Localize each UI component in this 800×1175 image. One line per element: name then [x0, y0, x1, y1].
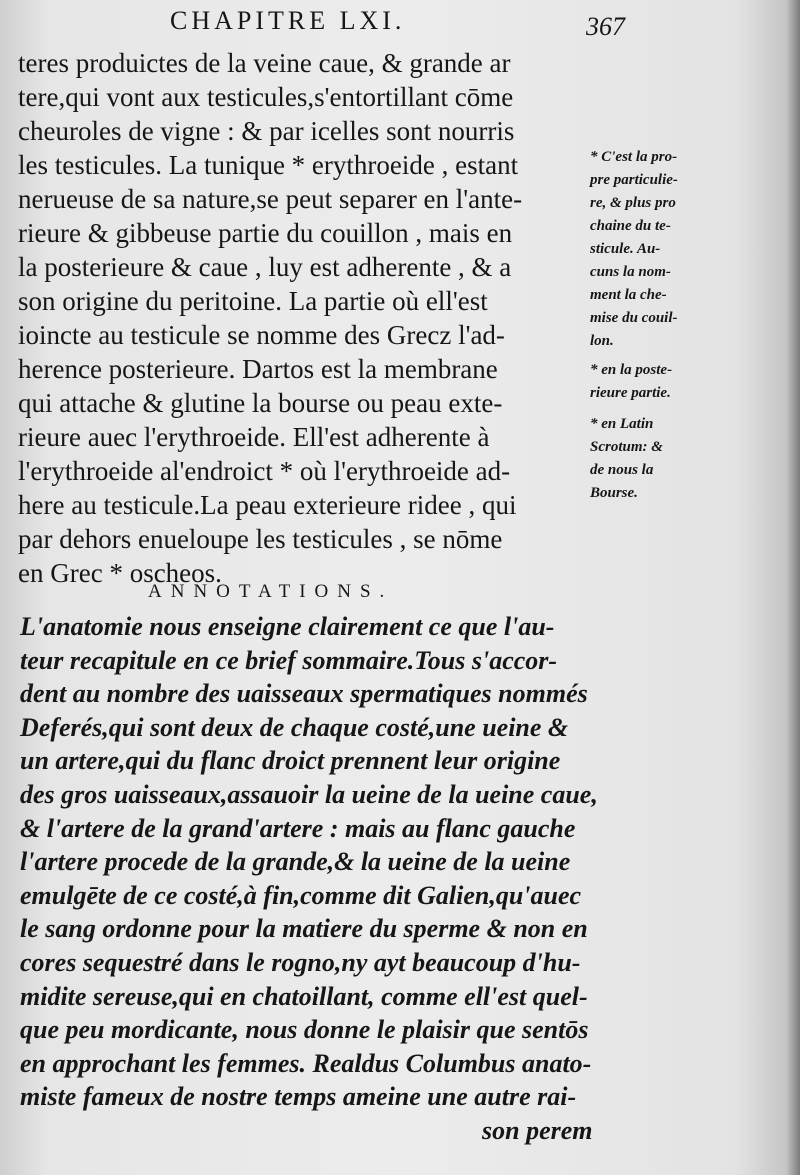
- annotation-line: l'artere procede de la grande,& la ueine de la ueine: [20, 847, 571, 877]
- main-text-line: qui attache & glutine la bourse ou peau exte-: [18, 388, 503, 418]
- annotation-line: des gros uaisseaux,assauoir la ueine de la ueine caue,: [20, 779, 598, 809]
- annotation-line: que peu mordicante, nous donne le plaisir que sentōs: [20, 1015, 589, 1045]
- annotation-line: un artere,qui du flanc droict prennent leur origine: [20, 746, 561, 776]
- margin-note-line: Scrotum: &: [590, 439, 663, 455]
- margin-note-line: cuns la nom-: [590, 264, 671, 280]
- main-text-line: ioincte au testicule se nomme des Grecz l'ad-: [18, 320, 505, 350]
- margin-note-line: de nous la: [590, 462, 654, 478]
- margin-note-line: lon.: [590, 333, 614, 349]
- annotation-line: teur recapitule en ce brief sommaire.Tous s'accor-: [20, 645, 558, 675]
- margin-note-line: pre particulie-: [590, 172, 678, 188]
- annotation-line: emulgēte de ce costé,à fin,comme dit Galien,qu'auec: [20, 880, 582, 910]
- annotation-line: midite sereuse,qui en chatoillant, comme ell'est quel-: [20, 981, 588, 1011]
- margin-note-line: ment la che-: [590, 287, 667, 303]
- annotation-line: cores sequestré dans le rogno,ny ayt beaucoup d'hu-: [20, 947, 581, 977]
- main-text-line: les testicules. La tunique * erythroeide , estant: [18, 150, 519, 180]
- main-text-line: rieure auec l'erythroeide. Ell'est adherente à: [18, 422, 490, 452]
- main-text-line: tere,qui vont aux testicules,s'entortillant cōme: [18, 82, 514, 112]
- main-text-line: nerueuse de sa nature,se peut separer en l'ante-: [18, 184, 523, 214]
- main-text-line: par dehors enueloupe les testicules , se nōme: [18, 524, 503, 554]
- margin-note-line: mise du couil-: [590, 310, 678, 326]
- annotation-line: & l'artere de la grand'artere : mais au flanc gauche: [20, 813, 576, 843]
- main-text-line: here au testicule.La peau exterieure ridee , qui: [18, 490, 517, 520]
- margin-note-line: * en Latin: [590, 416, 654, 432]
- main-text-line: herence posterieure. Dartos est la membrane: [18, 354, 498, 384]
- annotation-line: Deferés,qui sont deux de chaque costé,une ueine &: [20, 712, 569, 742]
- main-text-line: l'erythroeide al'endroict * où l'erythroeide ad-: [18, 456, 511, 486]
- margin-note-line: sticule. Au-: [590, 241, 661, 257]
- main-text-line: teres produictes de la veine caue, & grande ar: [18, 48, 511, 78]
- annotation-line: le sang ordonne pour la matiere du sperme & non en: [20, 914, 588, 944]
- margin-note-line: rieure partie.: [590, 385, 671, 401]
- margin-note-line: Bourse.: [590, 485, 638, 501]
- margin-notes: [590, 146, 740, 505]
- main-text-line: rieure & gibbeuse partie du couillon , mais en: [18, 218, 513, 248]
- main-text-block: [18, 46, 588, 590]
- margin-note-line: * en la poste-: [590, 362, 673, 378]
- main-text-line: son origine du peritoine. La partie où ell'est: [18, 286, 488, 316]
- annotation-line: dent au nombre des uaisseaux spermatiques nommés: [20, 679, 588, 709]
- annotations-heading: ANNOTATIONS.: [148, 581, 394, 602]
- main-text-line: en Grec * oscheos.: [18, 558, 222, 588]
- page-gutter-shadow: [786, 0, 800, 1175]
- margin-note-line: re, & plus pro: [590, 195, 676, 211]
- margin-note-line: chaine du te-: [590, 218, 671, 234]
- main-text-line: cheuroles de vigne : & par icelles sont nourris: [18, 116, 515, 146]
- page-number: 367: [586, 12, 625, 41]
- annotation-text-block: [20, 610, 600, 1148]
- annotation-line: L'anatomie nous enseigne clairement ce que l'au-: [20, 612, 555, 641]
- running-head: CHAPITRE LXI.: [170, 6, 406, 35]
- annotation-line: miste fameux de nostre temps ameine une autre rai-: [20, 1082, 577, 1112]
- margin-note-line: * C'est la pro-: [590, 149, 678, 165]
- annotation-line: son perem: [482, 1115, 593, 1145]
- main-text-line: la posterieure & caue , luy est adherente , & a: [18, 252, 512, 282]
- annotation-line: en approchant les femmes. Realdus Columbus anato-: [20, 1048, 592, 1078]
